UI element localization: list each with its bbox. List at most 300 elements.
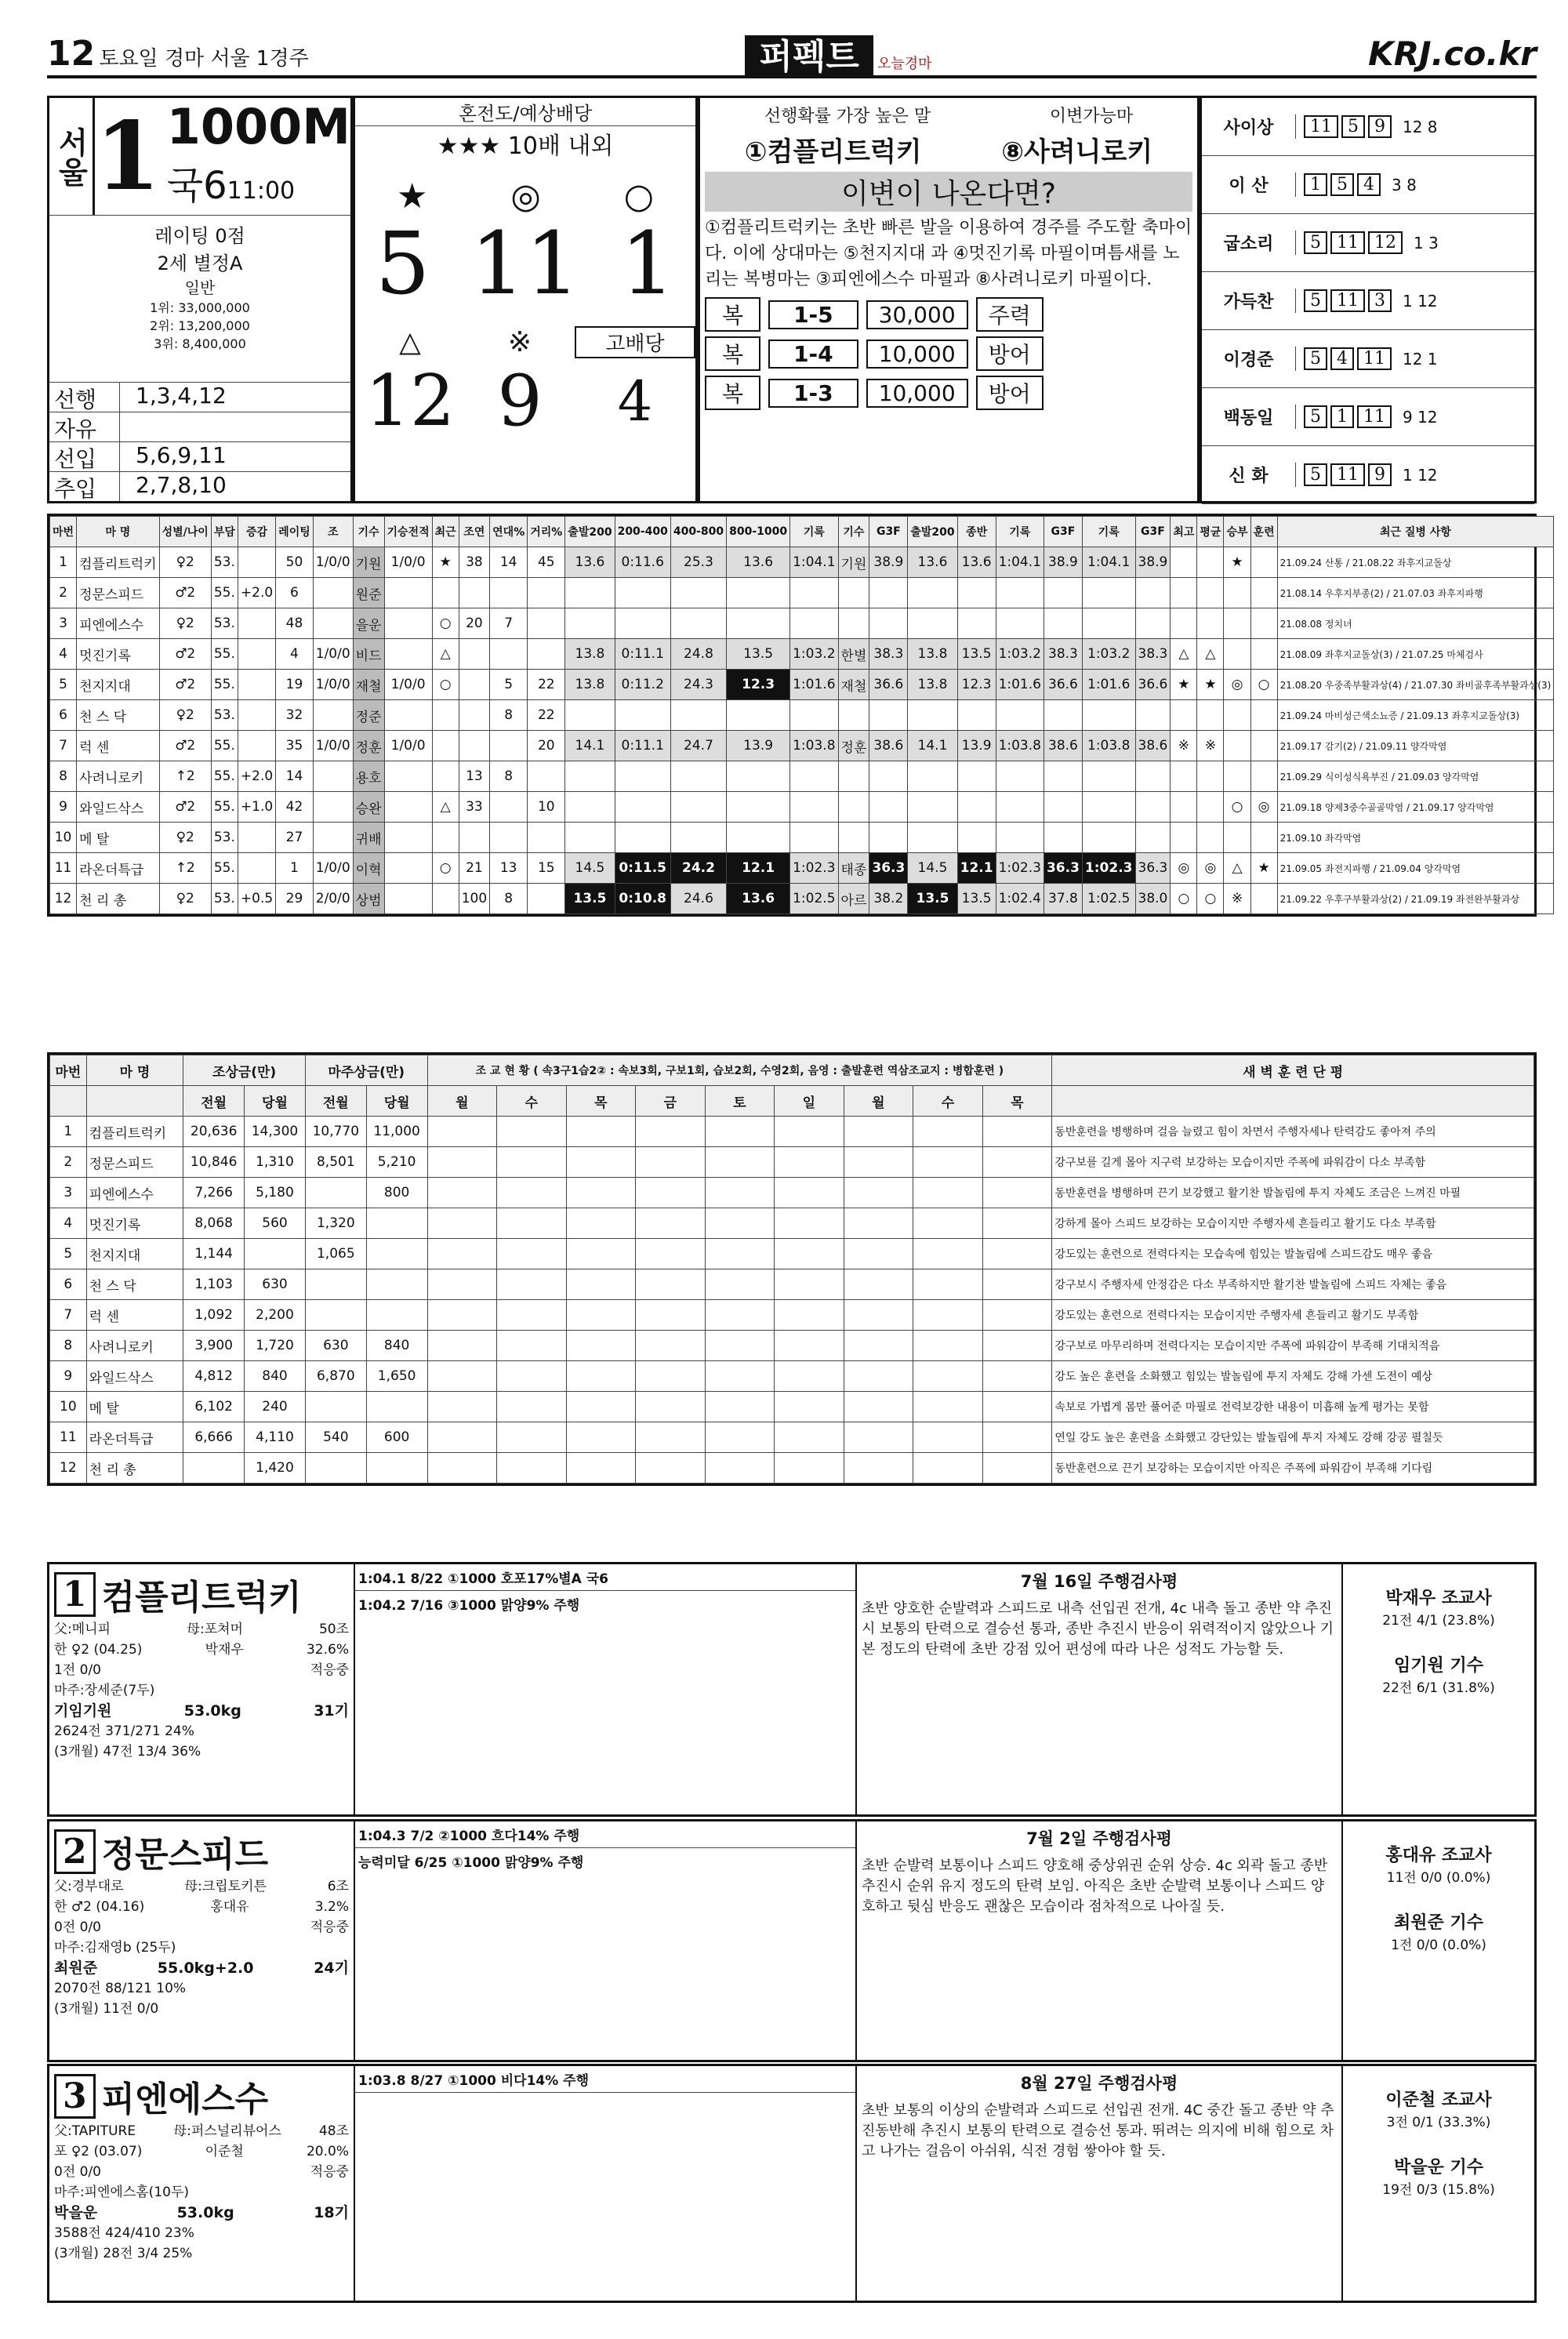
training-table-section [47,1052,1537,1486]
record-head: 출발200 [908,517,957,547]
record-cell: 7 [490,608,528,639]
card-review [857,1821,1343,2060]
training-cell [913,1361,983,1392]
record-cell [727,792,790,823]
lead-label: 선행 [49,383,120,412]
training-cell [913,1117,983,1147]
training-cell: 840 [366,1331,427,1361]
record-cell: 0:11.5 [615,853,670,884]
review-text: 초반 양호한 순발력과 스피드로 내측 선입권 전개, 4c 내측 돌고 종반 약 추진시 보통의 탄력으로 결승선 통과, 종반 추진시 반응이 위력적이지 않았으나 기본 정도의 탄력에 초반 강점 있어 편성에 따라 나은 성적도 가능할 듯. [862,1600,1334,1658]
training-cell: 강구보로 마무리하며 전력다지는 모습이지만 주폭에 파워감이 부족해 기대치적음 [1052,1331,1534,1361]
training-cell: 2 [50,1147,87,1178]
training-cell: 강하게 몰아 스피드 보강하는 모습이지만 주행자세 흔들리고 활기도 다소 부족함 [1052,1208,1534,1239]
record-row [50,853,1554,884]
site-name: KRJ.co.kr [1368,34,1537,73]
record-cell: 21.09.10 좌각막염 [1277,823,1554,853]
high-label: 고배당 [575,326,695,358]
record-cell: 정준 [353,700,384,731]
record-cell [432,884,459,914]
trainer-name: 홍대유 조교사 [1385,1846,1492,1865]
record-cell: 29 [276,884,314,914]
record-cell: 13.6 [565,547,615,578]
training-row [50,1300,1534,1331]
record-cell: 55. [211,853,238,884]
adapt: 적응중 [310,2164,349,2180]
record-cell [459,578,489,608]
record-cell: 25.3 [670,547,726,578]
training-cell [305,1392,366,1422]
training-cell [497,1300,567,1331]
distance: 1000M [166,98,350,155]
record-cell: 1/0/0 [313,853,353,884]
card-row [54,1660,349,1680]
record-cell: 55. [211,639,238,670]
last-race-2: 능력미달 6/25 ①1000 맑양9% 주행 [358,1855,584,1871]
chase-label: 선입 [49,442,120,471]
record-cell: 6 [50,700,77,731]
record-cell [565,578,615,608]
record-cell: 38.3 [1135,639,1171,670]
record-cell: 사려니로키 [77,761,160,792]
record-cell: 8 [490,700,528,731]
lead-head: 선행확률 가장 높은 말 [764,107,931,126]
record-head: 200-400 [615,517,670,547]
record-head: 기수 [353,517,384,547]
expert-name: 이경준 [1202,347,1296,371]
record-cell: 8 [490,761,528,792]
card-last-races [355,1564,857,1814]
page-header [47,31,1537,78]
race-time: 11:00 [227,177,296,205]
expert-pick: 5 [1304,405,1327,428]
record-cell: 53. [211,823,238,853]
training-cell [844,1331,913,1361]
record-head: 최근 질병 사항 [1277,517,1554,547]
jockey-stat: 19전 0/3 (15.8%) [1382,2182,1495,2198]
training-cell: 메 탈 [86,1392,183,1422]
bet-combo: 1-5 [768,300,858,329]
training-cell: 6 [50,1269,87,1300]
training-cell [844,1147,913,1178]
jockey-stats: 3588전 424/410 23% [54,2225,194,2241]
record-cell [1135,792,1171,823]
trainer-stat: 3전 0/1 (33.3%) [1386,2115,1491,2130]
expert-pick: 5 [1304,231,1327,254]
record-cell [908,608,957,639]
training-day: 목 [982,1086,1052,1117]
record-cell: 정훈 [353,731,384,761]
training-cell [305,1269,366,1300]
record-cell [996,761,1044,792]
training-head: 새 벽 훈 련 단 평 [1052,1055,1534,1086]
record-cell [528,823,565,853]
training-cell [775,1300,844,1331]
training-cell: 1 [50,1117,87,1147]
training-cell [566,1453,636,1484]
card-profile [49,1821,355,2060]
training-table [49,1055,1534,1484]
record-head: 증감 [238,517,275,547]
record-table-section [47,514,1552,917]
record-cell: ◎ [1224,670,1250,700]
training-day: 수 [497,1086,567,1117]
training-cell [982,1147,1052,1178]
record-cell: 10 [528,792,565,823]
training-cell: 1,092 [183,1300,245,1331]
training-cell [636,1361,706,1392]
training-cell [844,1422,913,1453]
record-cell: 1/0/0 [313,670,353,700]
training-cell: 정문스피드 [86,1147,183,1178]
record-cell: 48 [276,608,314,639]
record-cell: 1:02.3 [1082,853,1135,884]
training-head: 조 교 현 황 ( 속3구1습2② : 속보3회, 구보1회, 습보2회, 수영2회, 음영 : 출발훈련 역삼조교지 : 병합훈련 ) [427,1055,1052,1086]
training-cell [844,1239,913,1269]
record-cell: 53. [211,608,238,639]
record-cell [459,731,489,761]
record-cell: +2.0 [238,578,275,608]
record-cell: 36.6 [869,670,908,700]
training-cell [427,1208,497,1239]
record-cell: 1:02.5 [1082,884,1135,914]
record-cell: 24.8 [670,639,726,670]
record-cell [1250,884,1277,914]
record-cell [490,823,528,853]
record-cell: 1:04.1 [996,547,1044,578]
training-cell [497,1453,567,1484]
card-row [54,1701,349,1721]
record-cell [1082,578,1135,608]
record-cell: 13.8 [565,670,615,700]
race-info-box [47,96,353,503]
record-cell [313,578,353,608]
horse-number: 1 [54,1572,96,1617]
training-cell [705,1300,775,1331]
expert-pick: 5 [1304,463,1327,486]
card-head [54,2071,349,2121]
record-cell: 기원 [838,547,869,578]
training-cell [636,1453,706,1484]
card-last-races [355,1821,857,2060]
record-cell: 13.5 [908,884,957,914]
record-cell [996,578,1044,608]
record-cell [1135,578,1171,608]
training-cell [566,1178,636,1208]
training-cell [913,1208,983,1239]
record-cell [238,670,275,700]
record-cell: ○ [1224,792,1250,823]
record-cell: 9 [50,792,77,823]
record-row [50,639,1554,670]
bet-combo: 1-4 [768,340,858,369]
record-head: G3F [1044,517,1082,547]
expert-extra: 12 1 [1403,349,1438,369]
training-cell: 630 [305,1331,366,1361]
prediction-head: 혼전도/예상배당 [355,98,695,126]
record-cell [1171,547,1197,578]
record-cell [670,578,726,608]
horse-number: 3 [54,2074,96,2119]
training-cell [566,1331,636,1361]
record-cell [1197,761,1224,792]
record-cell: 6 [276,578,314,608]
training-cell: 천지지대 [86,1239,183,1269]
record-cell [1135,700,1171,731]
record-cell: 14.5 [565,853,615,884]
training-cell [427,1422,497,1453]
record-cell: 0:11.1 [615,731,670,761]
record-cell: 24.7 [670,731,726,761]
record-cell [490,792,528,823]
record-cell: 13.9 [957,731,996,761]
bet-row [705,336,1192,371]
record-cell: 32 [276,700,314,731]
upset-question: 이변이 나온다면? [705,172,1192,212]
record-cell [238,731,275,761]
pick-5: 9 [497,360,543,442]
training-cell [982,1117,1052,1147]
expert-pick: 1 [1304,173,1327,196]
training-cell: 천 스 닥 [86,1269,183,1300]
card-row [54,1619,349,1640]
training-cell: 4,110 [245,1422,306,1453]
record-cell [1224,761,1250,792]
training-cell [497,1239,567,1269]
expert-pick: 11 [1357,347,1392,370]
expert-row [1202,98,1534,156]
expert-row [1202,272,1534,330]
training-head: 마번 [50,1055,87,1086]
expert-pick: 4 [1357,173,1381,196]
record-cell: 14 [276,761,314,792]
training-cell [636,1422,706,1453]
record-cell: 한별 [838,639,869,670]
training-sub: 당월 [366,1086,427,1117]
training-cell: 8,068 [183,1208,245,1239]
training-row [50,1147,1534,1178]
rating: 레이팅 0점 [154,225,245,247]
record-cell: 1:03.2 [1082,639,1135,670]
last-race-2: 1:04.2 7/16 ③1000 맑양9% 주행 [358,1598,580,1614]
record-cell [1250,700,1277,731]
record-cell: ♂2 [159,639,211,670]
training-cell: 와일드삭스 [86,1361,183,1392]
record-cell: 35 [276,731,314,761]
record-cell: 53. [211,884,238,914]
record-cell [615,761,670,792]
training-cell [705,1208,775,1239]
jockey-name: 임기원 기수 [1394,1656,1483,1676]
training-row [50,1269,1534,1300]
record-cell [670,823,726,853]
review-text: 초반 순발력 보통이나 스피드 양호해 중상위권 순위 상승. 4c 외곽 돌고 종반 추진시 순위 유지 정도의 탄력 보임. 아직은 초반 순발력 보통이나 스피드 양호하고 뒷심 반응도 괜찮은 모습이라 점차적으로 나아질 듯. [862,1858,1328,1915]
training-cell [497,1361,567,1392]
record-cell [838,823,869,853]
record-cell: 재철 [353,670,384,700]
bet-row [705,376,1192,410]
record-cell: ★ [1250,853,1277,884]
expert-extra: 3 8 [1392,175,1417,194]
record-cell: 13.6 [727,884,790,914]
training-day: 수 [913,1086,983,1117]
record-cell [957,823,996,853]
training-cell [427,1300,497,1331]
record-head: 조연 [459,517,489,547]
record-cell: ★ [1197,670,1224,700]
bet-kind: 주력 [976,297,1044,332]
record-cell [1082,700,1135,731]
record-cell [908,792,957,823]
record-head: 최고 [1171,517,1197,547]
training-cell: 1,650 [366,1361,427,1392]
record-cell [615,578,670,608]
review-title: 8월 27일 주행검사평 [1020,2074,1178,2093]
training-cell [427,1178,497,1208]
training-cell: 800 [366,1178,427,1208]
jockey-stat: 1전 0/0 (0.0%) [1391,1938,1486,1953]
training-cell [705,1147,775,1178]
close-horses: 2,7,8,10 [136,472,227,498]
record-cell: 1:02.3 [996,853,1044,884]
record-cell [908,578,957,608]
record-cell: 21.09.29 식이성식욕부진 / 21.09.03 양각막염 [1277,761,1554,792]
weight: 53.0kg [183,1702,241,1720]
card-head [54,1569,349,1619]
jockey: 최원준 [54,1959,98,1977]
record-cell: 14 [490,547,528,578]
record-cell: 21 [459,853,489,884]
record-cell: ○ [432,853,459,884]
expert-pick: 5 [1341,115,1365,138]
record-cell [615,792,670,823]
record-cell [565,761,615,792]
training-cell [913,1422,983,1453]
weight: 53.0kg [176,2204,234,2221]
record-cell: 38.0 [1135,884,1171,914]
record-cell [869,578,908,608]
record-cell: 22 [528,670,565,700]
record-cell: ↑2 [159,853,211,884]
training-cell [705,1392,775,1422]
record-cell: ♂2 [159,670,211,700]
record-cell [1135,608,1171,639]
record-cell [1044,608,1082,639]
trainer-short: 박재우 [205,1642,244,1658]
training-row [50,1331,1534,1361]
expert-picks [1296,173,1382,196]
record-cell: 13.5 [957,639,996,670]
record-cell [1197,547,1224,578]
training-cell [566,1392,636,1422]
record-cell [1082,823,1135,853]
record-cell [869,761,908,792]
record-cell [1197,823,1224,853]
training-cell [566,1147,636,1178]
record-head: 출발200 [565,517,615,547]
record-cell: ♀2 [159,700,211,731]
card-last-races [355,2066,857,2301]
record-cell: +0.5 [238,884,275,914]
training-cell [775,1178,844,1208]
record-cell: 13 [459,761,489,792]
training-cell [566,1422,636,1453]
record-cell: 0:10.8 [615,884,670,914]
training-row [50,1239,1534,1269]
mother: 母:포쳐머 [186,1622,243,1637]
record-cell [490,731,528,761]
race-title: 토요일 경마 서울 1경주 [99,46,309,71]
record-head: G3F [869,517,908,547]
record-cell: 8 [50,761,77,792]
training-row [50,1422,1534,1453]
record-cell: ※ [1224,884,1250,914]
training-cell [636,1178,706,1208]
expert-name: 사이상 [1202,114,1296,139]
win-pct: 32.6% [306,1642,349,1658]
record-cell: 1/0/0 [384,547,432,578]
record-cell: 55. [211,731,238,761]
training-cell [497,1208,567,1239]
record-cell [1224,578,1250,608]
training-head-row [50,1055,1534,1086]
record-cell: 36.3 [1044,853,1082,884]
record-cell: ◎ [1171,853,1197,884]
expert-name: 굽소리 [1202,231,1296,255]
training-cell: 럭 센 [86,1300,183,1331]
record-cell [838,792,869,823]
training-cell [982,1392,1052,1422]
training-cell: 7,266 [183,1178,245,1208]
pick-1: 5 [375,213,430,314]
record-head: 종반 [957,517,996,547]
training-cell [305,1300,366,1331]
training-cell [982,1422,1052,1453]
training-row [50,1117,1534,1147]
record-cell [238,608,275,639]
record-cell: 1:03.8 [1082,731,1135,761]
adapt: 적응중 [310,1920,349,1935]
record-head: 평균 [1197,517,1224,547]
training-cell [497,1117,567,1147]
record-cell: 42 [276,792,314,823]
horse-name: 컴플리트럭키 [101,1578,302,1618]
jockey-stats-3m: (3개월) 11전 0/0 [54,2001,159,2017]
training-cell [844,1392,913,1422]
record-head: 기록 [790,517,838,547]
training-cell [982,1208,1052,1239]
record-cell: 13.5 [727,639,790,670]
record-cell: 38 [459,547,489,578]
training-cell [427,1269,497,1300]
training-cell [775,1117,844,1147]
record-cell: 1/0/0 [384,670,432,700]
record-cell: 13 [490,853,528,884]
training-cell [982,1178,1052,1208]
record-cell: 정훈 [838,731,869,761]
prize-1: 1위: 33,000,000 [150,300,250,315]
record-cell: 1:01.6 [790,670,838,700]
record-cell [790,823,838,853]
record-cell [838,761,869,792]
record-cell: △ [432,792,459,823]
training-cell: 동반훈련을 병행하며 끈기 보강했고 활기찬 발놀림에 투지 자체도 조금은 느껴진 마필 [1052,1178,1534,1208]
record-cell [996,792,1044,823]
training-cell [705,1178,775,1208]
training-cell [705,1453,775,1484]
record-cell: 1/0/0 [313,547,353,578]
free-label: 자유 [49,412,120,441]
record-cell: 와일드삭스 [77,792,160,823]
